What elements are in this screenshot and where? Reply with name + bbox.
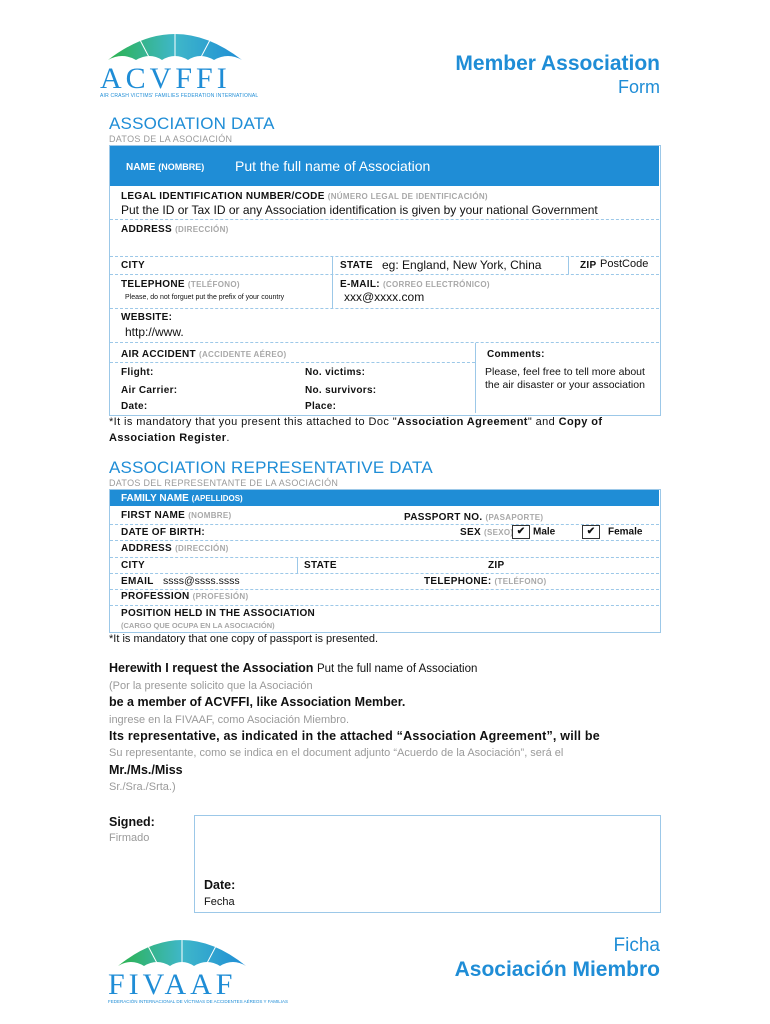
rep-email-label: EMAIL: [121, 576, 154, 587]
position-label: POSITION HELD IN THE ASSOCIATION: [121, 608, 316, 619]
city-label: CITY: [121, 260, 145, 271]
website-label: WEBSITE:: [121, 312, 173, 323]
sex-label-es: (SEXO): [484, 528, 514, 537]
rep-email-value[interactable]: ssss@ssss.ssss: [163, 575, 240, 587]
signature-box[interactable]: [194, 815, 661, 913]
legal-id-field[interactable]: [110, 187, 659, 220]
family-name-label: FAMILY NAME: [121, 493, 189, 504]
passport-label[interactable]: PASSPORT NO.: [404, 512, 483, 523]
telephone-label: TELEPHONE: [121, 279, 185, 290]
request-line-1: [109, 661, 477, 675]
signature-date-label: Date:: [204, 878, 236, 892]
first-name-label-es: (NOMBRE): [188, 511, 232, 520]
representative-data-title: ASSOCIATION REPRESENTATIVE DATA: [109, 458, 433, 477]
state-label: STATE: [340, 260, 373, 271]
legal-id-label: LEGAL IDENTIFICATION NUMBER/CODE: [121, 191, 325, 202]
telephone-email-row: [110, 274, 659, 309]
email-label: E-MAIL:: [340, 279, 380, 290]
place-label[interactable]: Place:: [305, 401, 337, 412]
zip-value: PostCode: [600, 258, 649, 270]
position-field[interactable]: [110, 605, 659, 631]
request-line-1-bold: Herewith I request the Association: [109, 661, 314, 675]
address-label: ADDRESS: [121, 224, 172, 235]
name-label: NAME: [126, 162, 156, 173]
rep-city-state-zip-row: [110, 557, 659, 574]
signed-label: Signed:: [109, 815, 155, 829]
air-accident-label-es: (ACCIDENTE AÉREO): [199, 350, 287, 359]
request-line-2: be a member of ACVFFI, like Association Member.: [109, 695, 406, 709]
female-label: Female: [608, 526, 643, 538]
dob-sex-row: [110, 524, 659, 541]
flight-label[interactable]: Flight:: [121, 367, 154, 378]
name-value: Put the full name of Association: [235, 158, 431, 174]
city-state-zip-row: [110, 256, 659, 275]
comments-label: Comments:: [487, 349, 545, 360]
signed-label-es: Firmado: [109, 832, 150, 844]
signature-date-label-es: Fecha: [204, 896, 235, 908]
female-checkbox[interactable]: ✔: [582, 525, 600, 539]
family-name-field[interactable]: [110, 490, 659, 506]
page-title: Member Association: [455, 52, 660, 75]
association-name-field[interactable]: [110, 146, 659, 186]
male-checkbox[interactable]: ✔: [512, 525, 530, 539]
website-field[interactable]: [110, 308, 659, 343]
umbrella-icon: [108, 928, 256, 970]
note-bold-1: Association Agreement: [397, 416, 528, 428]
rep-address-field[interactable]: [110, 540, 659, 558]
air-accident-section: [110, 343, 659, 413]
passport-label-es: (PASAPORTE): [485, 513, 544, 522]
male-label: Male: [533, 526, 556, 538]
request-line-1-es: (Por la presente solicito que la Asociación: [109, 680, 313, 692]
address-label-es: (DIRECCIÓN): [175, 225, 229, 234]
zip-label: ZIP: [580, 260, 597, 271]
acvffi-logo-tagline: AIR CRASH VICTIMS' FAMILIES FEDERATION INTERNATIONAL: [100, 93, 259, 99]
page-subtitle: Form: [618, 77, 660, 97]
rep-state-label[interactable]: STATE: [304, 560, 337, 571]
website-value: http://www.: [125, 325, 184, 339]
email-value[interactable]: xxx@xxxx.com: [344, 290, 425, 304]
representative-mandatory-note: *It is mandatory that one copy of passport is presented.: [109, 633, 379, 645]
profession-label: PROFESSION: [121, 591, 190, 602]
rep-zip-label[interactable]: ZIP: [488, 560, 505, 571]
comments-value[interactable]: Please, feel free to tell more about the air disaster or your association: [485, 366, 645, 391]
footer-title: Ficha: [613, 935, 660, 956]
association-data-subtitle: DATOS DE LA ASOCIACIÓN: [109, 134, 233, 144]
address-field[interactable]: [110, 220, 659, 257]
representative-data-subtitle: DATOS DEL REPRESENTANTE DE LA ASOCIACIÓN: [109, 478, 339, 488]
rep-address-label-es: (DIRECCIÓN): [175, 544, 229, 553]
date-of-birth-label[interactable]: DATE OF BIRTH:: [121, 527, 206, 538]
first-name-label[interactable]: FIRST NAME: [121, 510, 186, 521]
request-line-1-value[interactable]: Put the full name of Association: [316, 663, 478, 675]
rep-city-label[interactable]: CITY: [121, 560, 145, 571]
fivaaf-logo: [108, 928, 288, 1004]
acvffi-logo: [100, 22, 259, 99]
note-text-1: *It is mandatory that you present this attached to Doc ": [109, 416, 398, 428]
request-line-4-es: Sr./Sra./Srta.): [109, 781, 176, 793]
acvffi-logo-text: ACVFFI: [100, 62, 231, 95]
umbrella-icon: [100, 22, 250, 64]
survivors-label[interactable]: No. survivors:: [305, 385, 377, 396]
legal-id-label-es: (NÚMERO LEGAL DE IDENTIFICACIÓN): [327, 192, 488, 201]
fivaaf-logo-text: FIVAAF: [108, 968, 237, 1001]
rep-address-label: ADDRESS: [121, 543, 172, 554]
air-carrier-label[interactable]: Air Carrier:: [121, 385, 178, 396]
note-bold-2: Copy of Association Register: [109, 416, 603, 444]
legal-id-value: Put the ID or Tax ID or any Association identification is given by your national Government: [121, 203, 598, 217]
note-text-3: .: [226, 432, 230, 444]
first-name-passport-row: [110, 507, 659, 525]
position-label-es: (CARGO QUE OCUPA EN LA ASOCIACIÓN): [121, 621, 275, 630]
rep-telephone-label[interactable]: TELEPHONE:: [424, 576, 492, 587]
sex-label: SEX: [460, 527, 481, 538]
family-name-label-es: (APELLIDOS): [191, 494, 243, 503]
request-line-2-es: ingrese en la FIVAAF, como Asociación Miembro.: [109, 714, 350, 726]
accident-date-label[interactable]: Date:: [121, 401, 148, 412]
request-line-3: Its representative, as indicated in the attached “Association Agreement”, will be: [109, 729, 600, 743]
request-line-4: Mr./Ms./Miss: [109, 763, 183, 777]
email-label-es: (CORREO ELECTRÓNICO): [382, 280, 490, 289]
rep-telephone-label-es: (TELÉFONO): [494, 577, 547, 586]
telephone-note: Please, do not forguet put the prefix of your country: [125, 294, 285, 301]
rep-email-telephone-row: [110, 573, 659, 590]
state-value: eg: England, New York, China: [382, 258, 542, 272]
name-label-es: (NOMBRE): [158, 162, 205, 172]
association-mandatory-note: [109, 414, 664, 446]
association-data-title: ASSOCIATION DATA: [109, 114, 275, 133]
fivaaf-logo-tagline: FEDERACIÓN INTERNACIONAL DE VÍCTIMAS DE ACCIDENTES AÉREOS Y FAMILIAS: [108, 999, 288, 1004]
footer-subtitle: Asociación Miembro: [454, 958, 660, 981]
profession-field[interactable]: [110, 589, 659, 606]
request-line-3-es: Su representante, como se indica en el document adjunto “Acuerdo de la Asociación”, será el: [109, 747, 564, 759]
note-text-2: " and: [527, 416, 559, 428]
telephone-label-es: (TELÉFONO): [187, 280, 240, 289]
air-accident-label: AIR ACCIDENT: [121, 349, 196, 360]
victims-label[interactable]: No. victims:: [305, 367, 366, 378]
profession-label-es: (PROFESIÓN): [192, 592, 249, 601]
